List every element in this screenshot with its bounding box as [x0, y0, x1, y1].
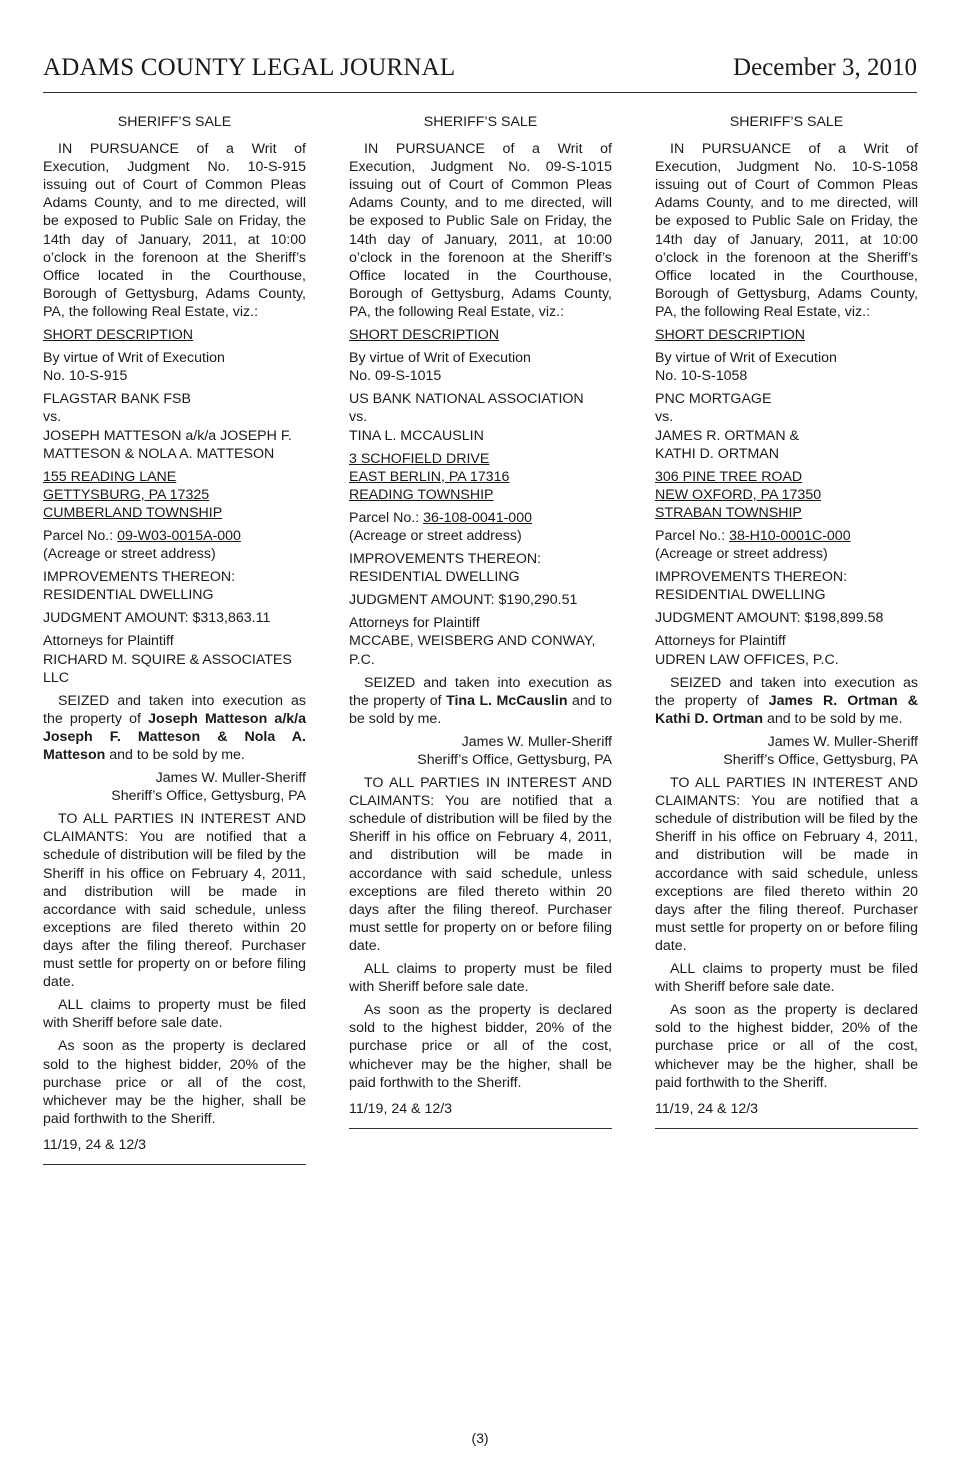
plaintiff-name: PNC MORTGAGE [655, 391, 772, 408]
notice-heading: SHERIFF’S SALE [117, 114, 232, 130]
attorneys [43, 632, 306, 686]
short-description-title [655, 326, 918, 344]
parcel-info [349, 509, 612, 545]
sheriff-signature [655, 733, 918, 769]
sheriff-signature [43, 769, 306, 805]
parties [43, 390, 306, 462]
seized-tail: and to be sold by me. [763, 710, 903, 727]
parcel-info [43, 527, 306, 563]
sheriff-office: Sheriff’s Office, Gettysburg, PA [111, 788, 306, 805]
parcel-label: Parcel No.: [349, 509, 424, 526]
parties [349, 390, 612, 444]
journal-title: ADAMS COUNTY LEGAL JOURNAL [43, 54, 456, 81]
short-description-label: SHORT DESCRIPTION [655, 327, 806, 344]
short-description-label: SHORT DESCRIPTION [43, 327, 194, 344]
seized-text: SEIZED and taken into execution as the property of [655, 674, 918, 709]
address-city: GETTYSBURG, PA 17325 [43, 486, 210, 503]
notice-heading: SHERIFF’S SALE [729, 114, 844, 130]
sheriff-signature [349, 733, 612, 769]
seized-paragraph [43, 692, 306, 764]
short-description-title [43, 326, 306, 344]
seized-owner: James R. Ortman & Kathi D. Ortman [655, 692, 918, 727]
attorneys [349, 614, 612, 668]
property-address [349, 450, 612, 504]
sheriff-sale-column-1 [43, 113, 306, 1165]
seized-tail: and to be sold by me. [105, 747, 245, 763]
improvements-value: RESIDENTIAL DWELLING [43, 587, 214, 604]
improvements [349, 550, 612, 586]
writ-line: By virtue of Writ of Execution [43, 350, 225, 367]
notice-paragraph: TO ALL PARTIES IN INTEREST AND CLAIMANTS: You are notified that a schedule of distribution will be filed by the Sheriff in his office on February 4, 2011, and distribution will be made in accordance with said schedule, unless exceptions are filed thereto within 20 days after the filing thereof. Purchaser must settle for property on or before filing date. [655, 775, 918, 954]
versus-label: vs. [655, 409, 674, 426]
address-street: 3 SCHOFIELD DRIVE [349, 450, 490, 467]
attorneys-label: Attorneys for Plaintiff [43, 633, 174, 650]
notice-paragraph: TO ALL PARTIES IN INTEREST AND CLAIMANTS: You are notified that a schedule of distribution will be filed by the Sheriff in his office on February 4, 2011, and distribution will be made in accordance with said schedule, unless exceptions are filed thereto within 20 days after the filing thereof. Purchaser must settle for property on or before filing date. [349, 775, 612, 954]
improvements-value: RESIDENTIAL DWELLING [349, 569, 520, 586]
improvements-label: IMPROVEMENTS THEREON: [655, 569, 848, 586]
address-township: STRABAN TOWNSHIP [655, 504, 802, 521]
short-description-label: SHORT DESCRIPTION [349, 327, 500, 344]
writ-number: No. 09-S-1015 [349, 368, 442, 385]
versus-label: vs. [349, 409, 368, 426]
acreage-note: (Acreage or street address) [43, 546, 216, 563]
writ-number: No. 10-S-1058 [655, 368, 748, 385]
sheriff-office: Sheriff’s Office, Gettysburg, PA [723, 752, 918, 768]
parties [655, 390, 918, 462]
attorneys-name-line-2: LLC [43, 669, 70, 686]
page-number: (3) [471, 1430, 489, 1446]
judgment-amount: JUDGMENT AMOUNT: $190,290.51 [349, 592, 578, 609]
sheriff-name: James W. Muller-Sheriff [767, 733, 918, 750]
seized-text: SEIZED and taken into execution as the property of [43, 692, 306, 727]
intro-paragraph: IN PURSUANCE of a Writ of Execution, Judgment No. 10-S-915 issuing out of Court of Common Pleas Adams County, and to me directed, will be exposed to Public Sale on Friday, the 14th day of January, 2011, at 10:00 o’clock in the forenoon at the Sheriff’s Office located in the Courthouse, Borough of Gettysburg, Adams County, PA, the following Real Estate, viz.: [43, 141, 306, 320]
defendant-name-line-1: JOSEPH MATTESON a/k/a JOSEPH F. [43, 427, 292, 444]
writ-reference [655, 349, 918, 385]
plaintiff-name: FLAGSTAR BANK FSB [43, 391, 191, 408]
parcel-label: Parcel No.: [43, 527, 118, 544]
judgment-amount: JUDGMENT AMOUNT: $313,863.11 [43, 610, 271, 627]
claims-paragraph: ALL claims to property must be filed with Sheriff before sale date. [349, 961, 612, 996]
writ-line: By virtue of Writ of Execution [655, 350, 837, 367]
versus-label: vs. [43, 409, 62, 426]
attorneys-label: Attorneys for Plaintiff [655, 633, 786, 650]
bidder-paragraph: As soon as the property is declared sold to the highest bidder, 20% of the purchase price or all of the cost, whichever may be the higher, shall be paid forthwith to the Sheriff. [349, 1002, 612, 1091]
seized-owner: Tina L. McCauslin [446, 692, 568, 709]
plaintiff-name: US BANK NATIONAL ASSOCIATION [349, 391, 584, 408]
claims-paragraph: ALL claims to property must be filed with Sheriff before sale date. [655, 961, 918, 996]
parcel-info [655, 527, 918, 563]
notice-heading: SHERIFF’S SALE [423, 114, 538, 130]
page-header [43, 54, 917, 93]
publication-dates: 11/19, 24 & 12/3 [655, 1100, 918, 1129]
defendant-name-line-2: KATHI D. ORTMAN [655, 445, 780, 462]
improvements-label: IMPROVEMENTS THEREON: [43, 569, 236, 586]
seized-owner: Joseph Matteson a/k/a Joseph F. Matteson & Nola A. Matteson [43, 710, 306, 763]
publication-dates: 11/19, 24 & 12/3 [43, 1136, 306, 1165]
sheriff-sale-column-3 [655, 113, 918, 1129]
property-address [655, 468, 918, 522]
writ-number: No. 10-S-915 [43, 368, 128, 385]
attorneys-name-line-1: UDREN LAW OFFICES, P.C. [655, 651, 839, 668]
address-street: 155 READING LANE [43, 468, 177, 485]
notice-paragraph: TO ALL PARTIES IN INTEREST AND CLAIMANTS: You are notified that a schedule of distribution will be filed by the Sheriff in his office on February 4, 2011, and distribution will be made in accordance with said schedule, unless exceptions are filed thereto within 20 days after the filing thereof. Purchaser must settle for property on or before filing date. [43, 811, 306, 991]
writ-reference [349, 349, 612, 385]
bidder-paragraph: As soon as the property is declared sold to the highest bidder, 20% of the purchase price or all of the cost, whichever may be the higher, shall be paid forthwith to the Sheriff. [43, 1038, 306, 1127]
acreage-note: (Acreage or street address) [655, 546, 828, 563]
attorneys-name-line-2: P.C. [349, 651, 375, 668]
improvements [655, 568, 918, 604]
address-street: 306 PINE TREE ROAD [655, 468, 803, 485]
sheriff-office: Sheriff’s Office, Gettysburg, PA [417, 752, 612, 768]
address-township: READING TOWNSHIP [349, 486, 494, 503]
claims-paragraph: ALL claims to property must be filed with Sheriff before sale date. [43, 997, 306, 1032]
attorneys-name-line-1: RICHARD M. SQUIRE & ASSOCIATES [43, 651, 292, 668]
parcel-number: 38-H10-0001C-000 [729, 527, 851, 544]
parcel-number: 36-108-0041-000 [423, 509, 532, 526]
publication-dates: 11/19, 24 & 12/3 [349, 1100, 612, 1129]
defendant-name-line-1: JAMES R. ORTMAN & [655, 427, 799, 444]
property-address [43, 468, 306, 522]
improvements [43, 568, 306, 604]
seized-paragraph [349, 674, 612, 728]
bidder-paragraph: As soon as the property is declared sold to the highest bidder, 20% of the purchase price or all of the cost, whichever may be the higher, shall be paid forthwith to the Sheriff. [655, 1002, 918, 1091]
sheriff-name: James W. Muller-Sheriff [461, 733, 612, 750]
address-township: CUMBERLAND TOWNSHIP [43, 504, 223, 521]
seized-tail: and to be sold by me. [349, 692, 612, 727]
defendant-name-line-2: MATTESON & NOLA A. MATTESON [43, 445, 275, 462]
issue-date: December 3, 2010 [733, 54, 917, 81]
address-city: EAST BERLIN, PA 17316 [349, 468, 510, 485]
seized-text: SEIZED and taken into execution as the property of [349, 674, 612, 709]
attorneys [655, 632, 918, 668]
defendant-name-line-1: TINA L. MCCAUSLIN [349, 427, 484, 444]
improvements-label: IMPROVEMENTS THEREON: [349, 551, 542, 568]
writ-reference [43, 349, 306, 385]
intro-paragraph: IN PURSUANCE of a Writ of Execution, Judgment No. 10-S-1058 issuing out of Court of Common Pleas Adams County, and to me directed, will be exposed to Public Sale on Friday, the 14th day of January, 2011, at 10:00 o’clock in the forenoon at the Sheriff’s Office located in the Courthouse, Borough of Gettysburg, Adams County, PA, the following Real Estate, viz.: [655, 141, 918, 320]
seized-paragraph [655, 674, 918, 728]
judgment-amount: JUDGMENT AMOUNT: $198,899.58 [655, 610, 884, 627]
address-city: NEW OXFORD, PA 17350 [655, 486, 822, 503]
short-description-title [349, 326, 612, 344]
acreage-note: (Acreage or street address) [349, 527, 522, 544]
attorneys-label: Attorneys for Plaintiff [349, 615, 480, 632]
writ-line: By virtue of Writ of Execution [349, 350, 531, 367]
improvements-value: RESIDENTIAL DWELLING [655, 587, 826, 604]
parcel-label: Parcel No.: [655, 527, 730, 544]
intro-paragraph: IN PURSUANCE of a Writ of Execution, Judgment No. 09-S-1015 issuing out of Court of Common Pleas Adams County, and to me directed, will be exposed to Public Sale on Friday, the 14th day of January, 2011, at 10:00 o’clock in the forenoon at the Sheriff’s Office located in the Courthouse, Borough of Gettysburg, Adams County, PA, the following Real Estate, viz.: [349, 141, 612, 320]
parcel-number: 09-W03-0015A-000 [117, 527, 241, 544]
attorneys-name-line-1: MCCABE, WEISBERG AND CONWAY, [349, 633, 596, 650]
sheriff-name: James W. Muller-Sheriff [155, 770, 306, 787]
sheriff-sale-column-2 [349, 113, 612, 1129]
